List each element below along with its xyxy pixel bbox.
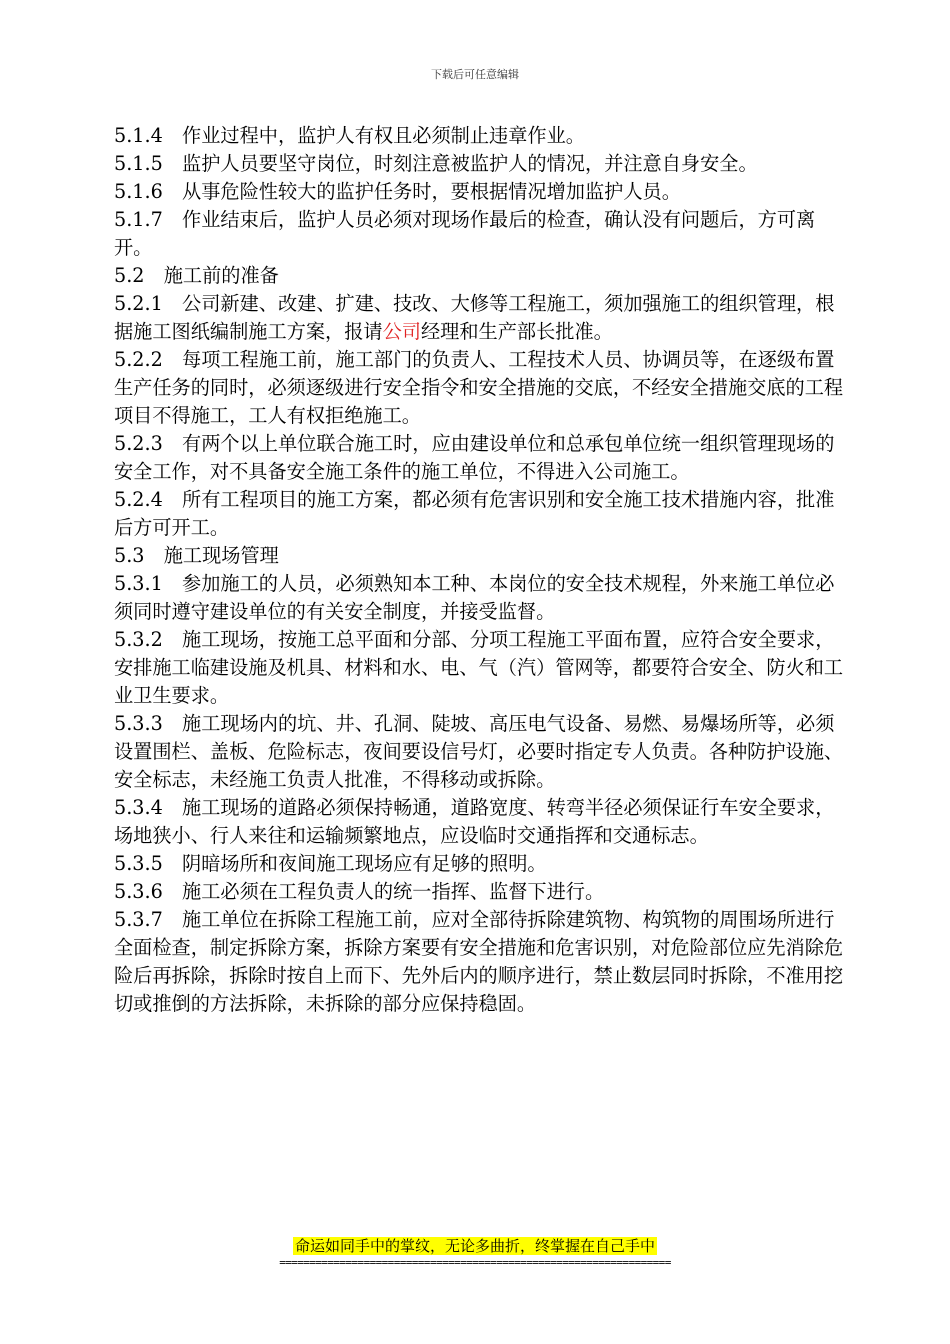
clause-5-1-6: 5.1.6 从事危险性较大的监护任务时，要根据情况增加监护人员。	[114, 180, 681, 203]
footer-motto-text: 命运如同手中的掌纹，无论多曲折，终掌握在自己手中	[294, 1237, 655, 1255]
footer-motto	[0, 1236, 950, 1256]
clause-5-3-3: 5.3.3 施工现场内的坑、井、孔洞、陡坡、高压电气设备、易燃、易爆场所等，必须设置围栏、盖板、危险标志，夜间要设信号灯，必要时指定专人负责。各种防护设施、安全标志，未经施工负责人批准，不得移动或拆除。	[114, 712, 844, 791]
clause-5-1-4: 5.1.4 作业过程中，监护人有权且必须制止违章作业。	[114, 124, 585, 147]
clause-5-2-1	[114, 290, 844, 346]
section-5-2-heading: 5.2 施工前的准备	[114, 264, 279, 287]
clause-5-3-4: 5.3.4 施工现场的道路必须保持畅通，道路宽度、转弯半径必须保证行车安全要求，场地狭小、行人来往和运输频繁地点，应设临时交通指挥和交通标志。	[114, 796, 835, 847]
clause-5-2-3: 5.2.3 有两个以上单位联合施工时，应由建设单位和总承包单位统一组织管理现场的安全工作，对不具备安全施工条件的施工单位，不得进入公司施工。	[114, 432, 835, 483]
clause-5-3-5: 5.3.5 阴暗场所和夜间施工现场应有足够的照明。	[114, 852, 547, 875]
section-5-3-heading: 5.3 施工现场管理	[114, 544, 279, 567]
clause-5-2-1-after: 经理和生产部长批准。	[421, 320, 613, 343]
footer-divider: =================================================================	[279, 1256, 671, 1269]
clause-5-1-7: 5.1.7 作业结束后，监护人员必须对现场作最后的检查，确认没有问题后，方可离开。	[114, 208, 816, 259]
company-highlight: 公司	[382, 320, 421, 343]
clause-5-3-6: 5.3.6 施工必须在工程负责人的统一指挥、监督下进行。	[114, 880, 605, 903]
clause-5-3-1: 5.3.1 参加施工的人员，必须熟知本工种、本岗位的安全技术规程，外来施工单位必须同时遵守建设单位的有关安全制度，并接受监督。	[114, 572, 835, 623]
clause-5-3-7: 5.3.7 施工单位在拆除工程施工前，应对全部待拆除建筑物、构筑物的周围场所进行全面检查，制定拆除方案，拆除方案要有安全措施和危害识别，对危险部位应先消除危险后再拆除，拆除时按自上而下、先外后内的顺序进行，禁止数层同时拆除，不准用挖切或推倒的方法拆除，未拆除的部分应保持稳固。	[114, 908, 844, 1015]
clause-5-3-2: 5.3.2 施工现场，按施工总平面和分部、分项工程施工平面布置，应符合安全要求，安排施工临建设施及机具、材料和水、电、气（汽）管网等，都要符合安全、防火和工业卫生要求。	[114, 628, 844, 707]
clause-5-2-1-before: 5.2.1 公司新建、改建、扩建、技改、大修等工程施工，须加强施工的组织管理，根据施工图纸编制施工方案，报请	[114, 292, 835, 343]
clause-5-2-2: 5.2.2 每项工程施工前，施工部门的负责人、工程技术人员、协调员等，在逐级布置生产任务的同时，必须逐级进行安全指令和安全措施的交底，不经安全措施交底的工程项目不得施工，工人有权拒绝施工。	[114, 348, 844, 427]
clause-5-1-5: 5.1.5 监护人员要坚守岗位，时刻注意被监护人的情况，并注意自身安全。	[114, 152, 758, 175]
document-body	[114, 122, 844, 1018]
clause-5-2-4: 5.2.4 所有工程项目的施工方案，都必须有危害识别和安全施工技术措施内容，批准后方可开工。	[114, 488, 835, 539]
page-header: 下载后可任意编辑	[431, 68, 519, 81]
